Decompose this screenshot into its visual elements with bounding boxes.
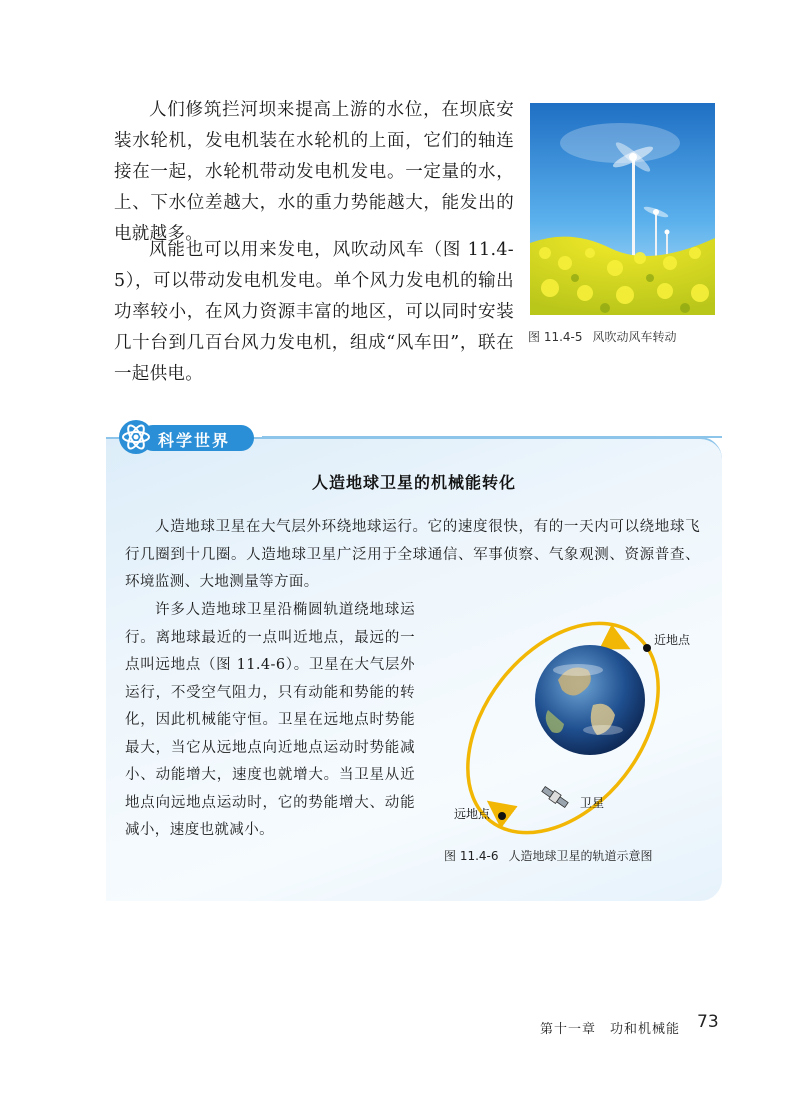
wind-figure-number: 图 11.4-5 [528, 330, 583, 344]
box-paragraph-2: 许多人造地球卫星沿椭圆轨道绕地球运行。离地球最近的一点叫近地点，最远的一点叫远地点（图 11.4-6）。卫星在大气层外运行，不受空气阻力，只有动能和势能的转化，因此机械能守恒。卫星在远地点时势能最大，当它从远地点向近地点运动时势能减小、动能增大，速度也就增大。当卫星从近地点向远地点运动时，它的势能增大、动能减小，速度也就减小。 [125, 602, 415, 838]
badge-label: 科学世界 [158, 431, 231, 450]
paragraph-hydropower: 人们修筑拦河坝来提高上游的水位，在坝底安装水轮机，发电机装在水轮机的上面，它们的轴连接在一起，水轮机带动发电机发电。一定量的水，上、下水位差越大，水的重力势能越大，能发出的电就越多。 [114, 100, 514, 244]
science-world-badge [112, 419, 262, 455]
satellite-icon [541, 785, 570, 809]
perigee-dot [643, 644, 651, 652]
orbit-figure-caption [444, 847, 653, 864]
satellite-label: 卫星 [580, 796, 605, 810]
chapter-footer: 第十一章 功和机械能 [540, 1022, 681, 1037]
orbit-figure-number: 图 11.4-6 [444, 849, 499, 863]
orbit-figure-text: 人造地球卫星的轨道示意图 [508, 849, 653, 863]
atom-icon [116, 419, 156, 455]
orbit-diagram [418, 610, 718, 870]
wind-figure-caption [528, 328, 728, 345]
science-world-rule [262, 436, 722, 438]
page-number: 73 [697, 1012, 719, 1032]
wind-figure-text: 风吹动风车转动 [592, 330, 677, 344]
wind-turbine-photo [530, 103, 715, 315]
apogee-dot [498, 812, 506, 820]
earth-globe [535, 645, 645, 755]
perigee-label: 近地点 [654, 633, 691, 647]
paragraph-wind-power: 风能也可以用来发电，风吹动风车（图 11.4-5），可以带动发电机发电。单个风力发电机的输出功率较小，在风力资源丰富的地区，可以同时安装几十台到几百台风力发电机，组成“风车田”，联在一起供电。 [114, 240, 514, 384]
box-title: 人造地球卫星的机械能转化 [311, 473, 516, 492]
apogee-label: 远地点 [454, 807, 491, 821]
box-paragraph-1: 人造地球卫星在大气层外环绕地球运行。它的速度很快，有的一天内可以绕地球飞行几圈到十几圈。人造地球卫星广泛用于全球通信、军事侦察、气象观测、资源普查、环境监测、大地测量等方面。 [125, 519, 700, 590]
